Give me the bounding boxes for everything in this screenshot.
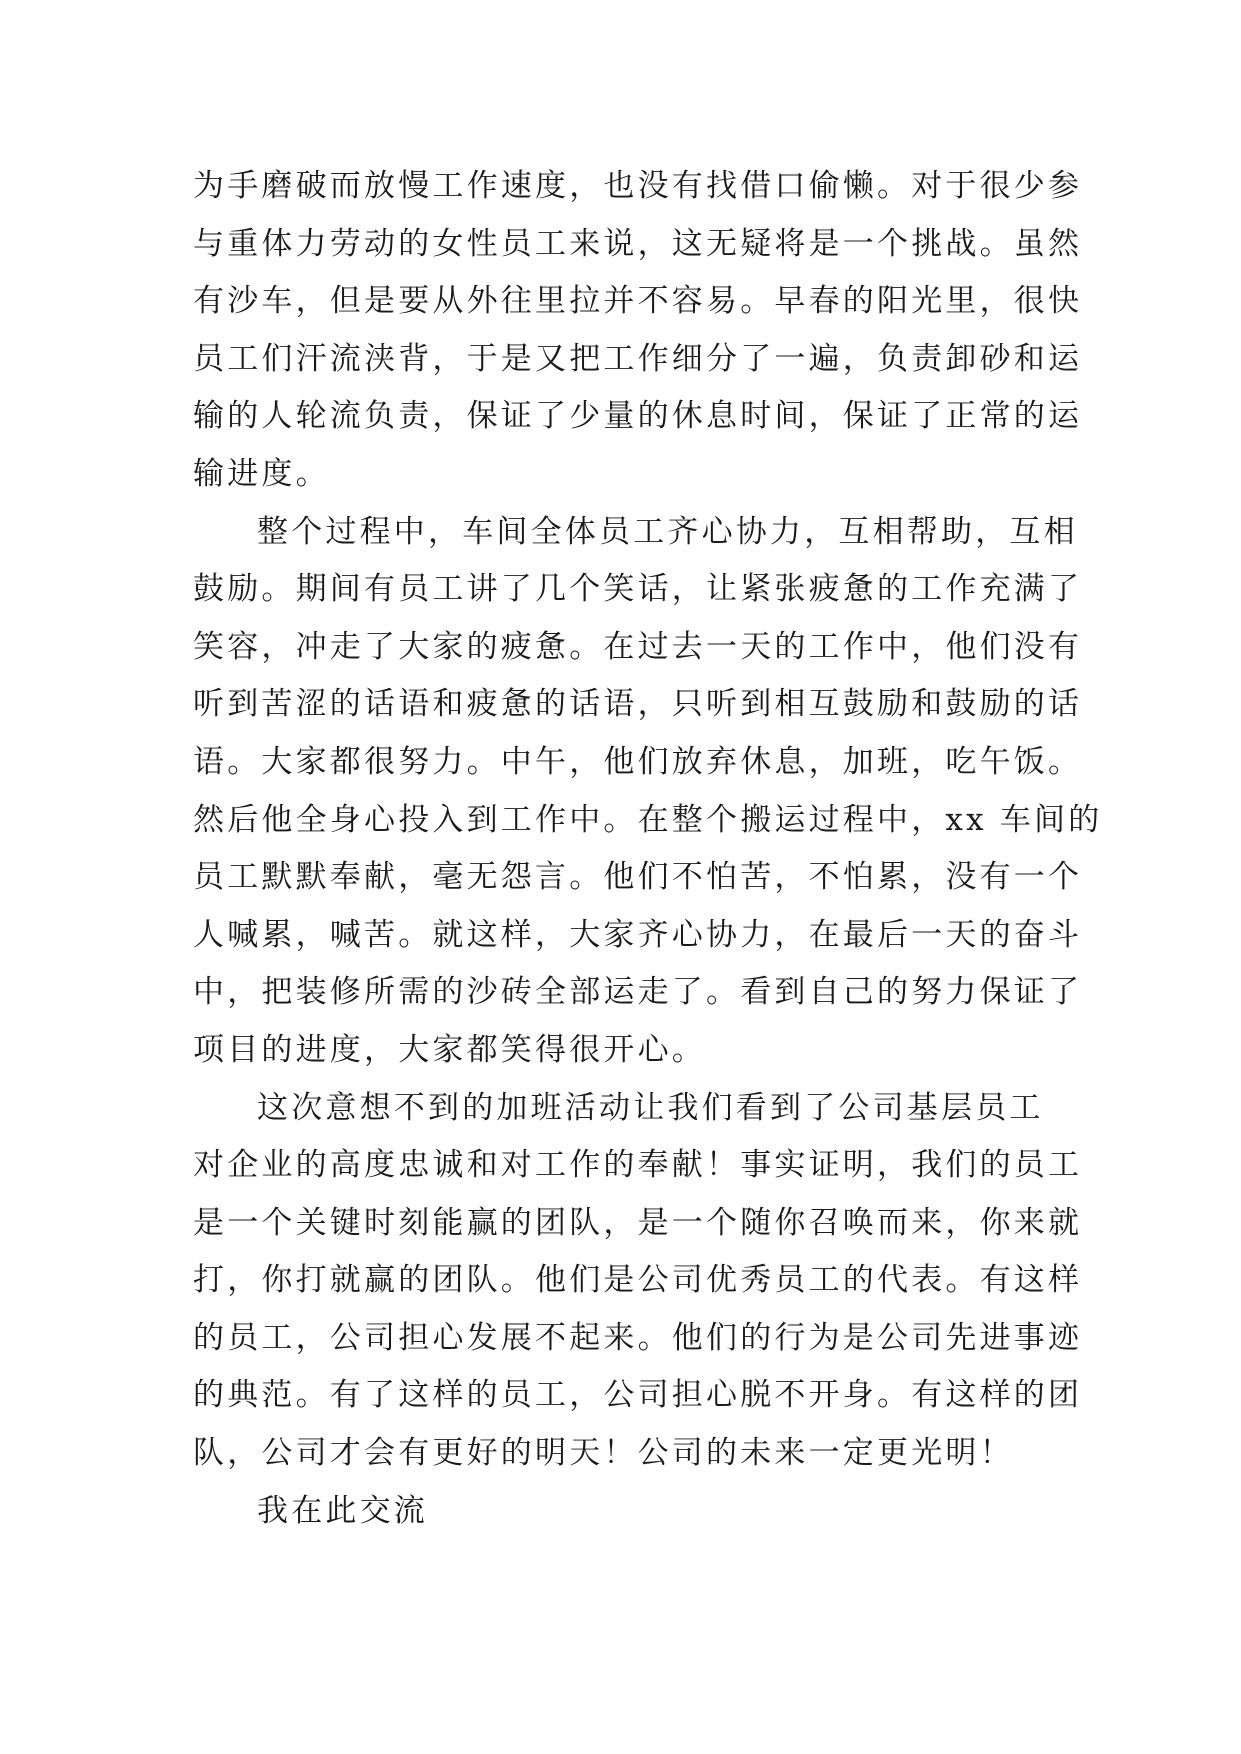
text-line: 有沙车，但是要从外往里拉并不容易。早春的阳光里，很快 xyxy=(193,283,1083,320)
text-line: 员工默默奉献，毫无怨言。他们不怕苦，不怕累，没有一个 xyxy=(193,859,1083,896)
text-line: 听到苦涩的话语和疲惫的话语，只听到相互鼓励和鼓励的话 xyxy=(193,686,1083,723)
text-line: 打，你打就赢的团队。他们是公司优秀员工的代表。有这样 xyxy=(193,1262,1083,1299)
paragraph-start-line: 整个过程中，车间全体员工齐心协力，互相帮助，互相 xyxy=(257,513,1078,550)
text-line: 的典范。有了这样的员工，公司担心脱不开身。有这样的团 xyxy=(193,1377,1083,1414)
text-line: 鼓励。期间有员工讲了几个笑话，让紧张疲惫的工作充满了 xyxy=(193,571,1083,608)
text-line: 为手磨破而放慢工作速度，也没有找借口偷懒。对于很少参 xyxy=(193,168,1083,204)
text-line: 员工们汗流浃背，于是又把工作细分了一遍，负责卸砂和运 xyxy=(193,340,1083,377)
text-line: 与重体力劳动的女性员工来说，这无疑将是一个挑战。虽然 xyxy=(193,225,1083,262)
text-line: 队，公司才会有更好的明天！公司的未来一定更光明！ xyxy=(193,1435,1014,1472)
text-line: 语。大家都很努力。中午，他们放弃休息，加班，吃午饭。 xyxy=(193,743,1083,780)
document-body xyxy=(193,158,1103,1540)
text-line: 对企业的高度忠诚和对工作的奉献！事实证明，我们的员工 xyxy=(193,1147,1083,1184)
text-line: 中，把装修所需的沙砖全部运走了。看到自己的努力保证了 xyxy=(193,974,1083,1011)
paragraph-start-line: 这次意想不到的加班活动让我们看到了公司基层员工 xyxy=(257,1089,1044,1126)
text-line: 是一个关键时刻能赢的团队，是一个随你召唤而来，你来就 xyxy=(193,1204,1083,1241)
text-line: 人喊累，喊苦。就这样，大家齐心协力，在最后一天的奋斗 xyxy=(193,916,1083,953)
text-line: 的员工，公司担心发展不起来。他们的行为是公司先进事迹 xyxy=(193,1319,1083,1356)
text-line: 输进度。 xyxy=(193,455,330,492)
text-line: 笑容，冲走了大家的疲惫。在过去一天的工作中，他们没有 xyxy=(193,628,1083,665)
text-line: 项目的进度，大家都笑得很开心。 xyxy=(193,1031,706,1068)
closing-line: 我在此交流 xyxy=(257,1492,428,1529)
text-line: 然后他全身心投入到工作中。在整个搬运过程中，xx 车间的 xyxy=(193,801,1103,838)
text-line: 输的人轮流负责，保证了少量的休息时间，保证了正常的运 xyxy=(193,398,1083,435)
